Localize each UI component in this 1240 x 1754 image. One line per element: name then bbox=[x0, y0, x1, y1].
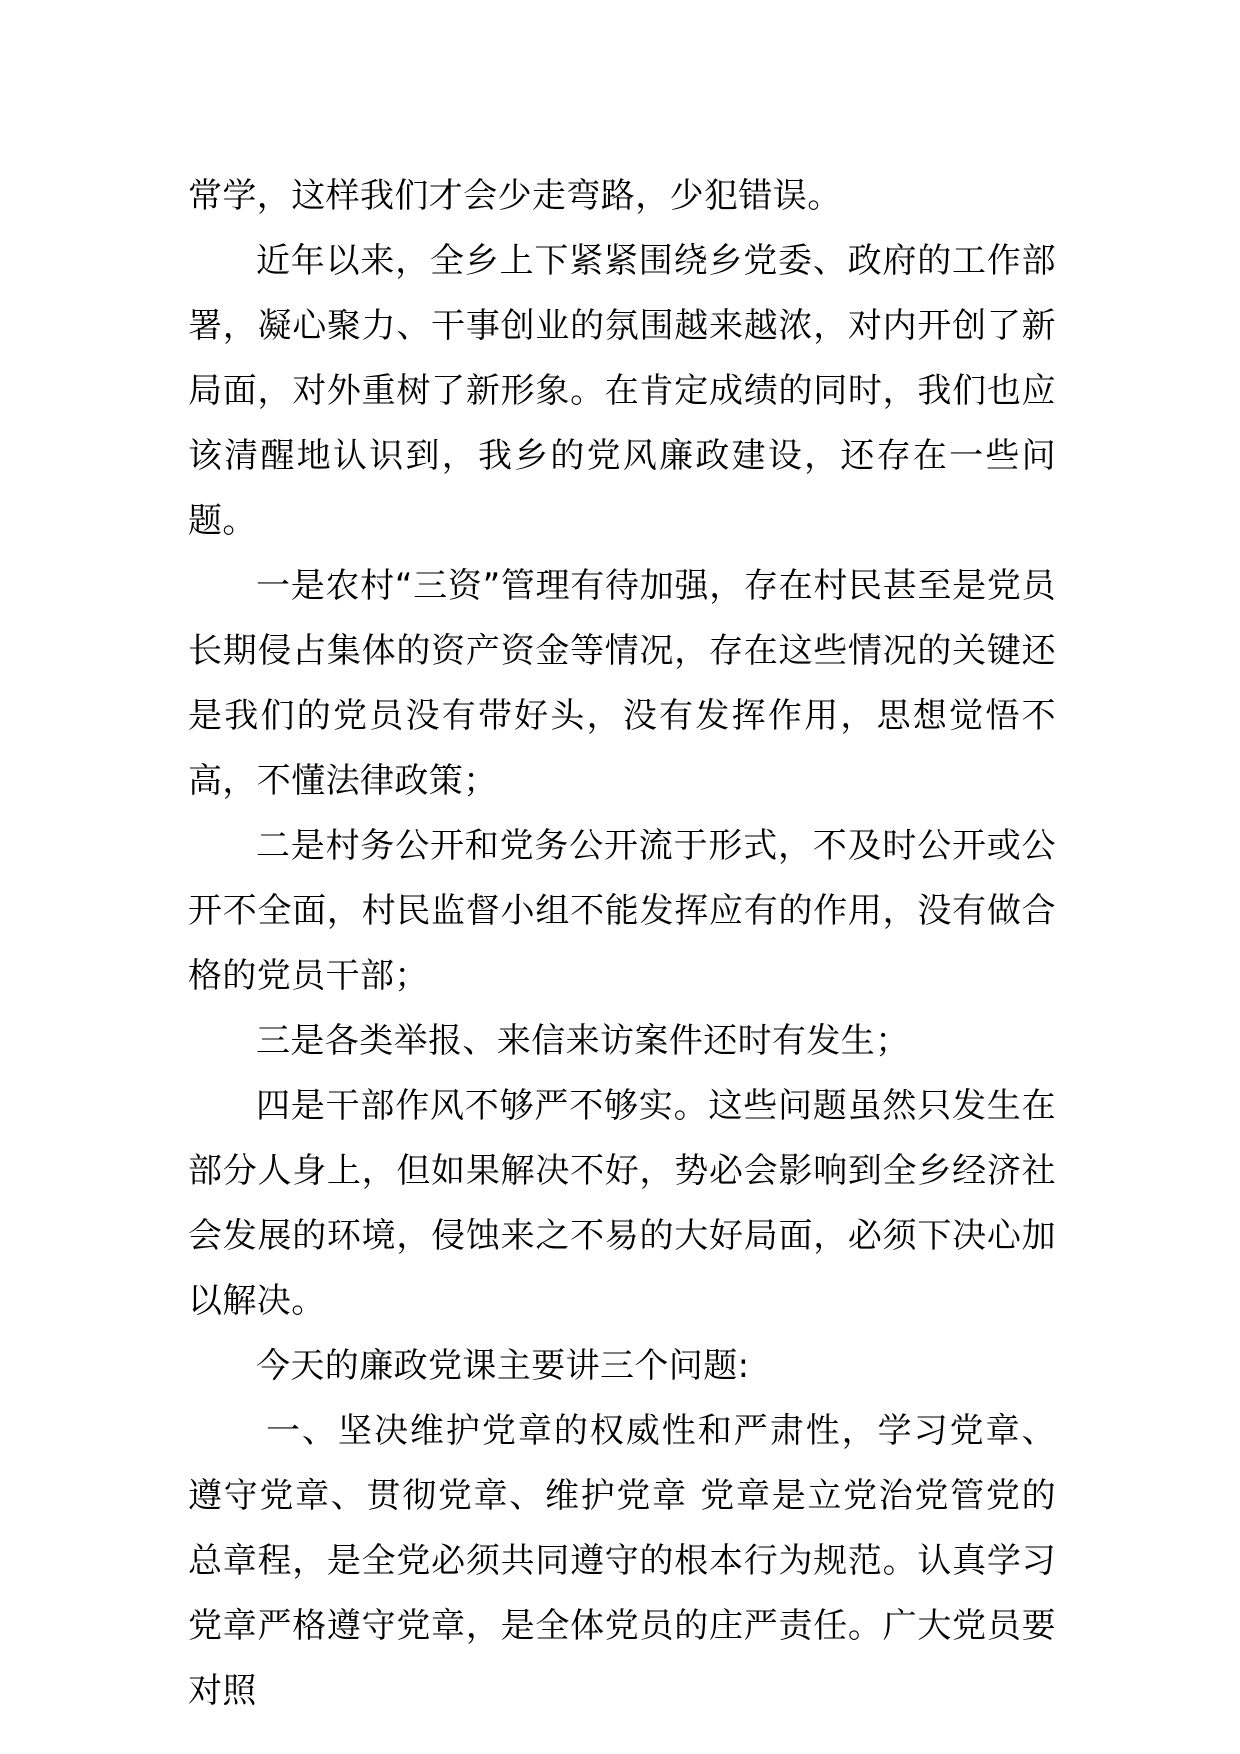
document-body bbox=[188, 164, 1056, 1724]
paragraph-continuation: 常学，这样我们才会少走弯路，少犯错误。 bbox=[188, 176, 842, 216]
paragraph-issue-two: 二是村务公开和党务公开流于形式，不及时公开或公开不全面，村民监督小组不能发挥应有的作用，没有做合格的党员干部； bbox=[188, 826, 1056, 996]
paragraph-recent-years: 近年以来，全乡上下紧紧围绕乡党委、政府的工作部署，凝心聚力、干事创业的氛围越来越浓，对内开创了新局面，对外重树了新形象。在肯定成绩的同时，我们也应该清醒地认识到，我乡的党风廉政建设，还存在一些问题。 bbox=[188, 241, 1056, 541]
paragraph-issue-three: 三是各类举报、来信来访案件还时有发生； bbox=[256, 1021, 910, 1061]
paragraph-issue-four: 四是干部作风不够严不够实。这些问题虽然只发生在部分人身上，但如果解决不好，势必会影响到全乡经济社会发展的环境，侵蚀来之不易的大好局面，必须下决心加以解决。 bbox=[188, 1086, 1056, 1321]
paragraph-issue-one: 一是农村“三资”管理有待加强，存在村民甚至是党员长期侵占集体的资产资金等情况，存在这些情况的关键还是我们的党员没有带好头，没有发挥作用，思想觉悟不高，不懂法律政策； bbox=[188, 566, 1056, 801]
paragraph-lesson-intro: 今天的廉政党课主要讲三个问题: bbox=[256, 1346, 750, 1386]
paragraph-section-one: 一、坚决维护党章的权威性和严肃性，学习党章、遵守党章、贯彻党章、维护党章 党章是立党治党管党的总章程，是全党必须共同遵守的根本行为规范。认真学习党章严格遵守党章，是全体党员的庄严责任。广大党员要对照 bbox=[188, 1411, 1056, 1711]
